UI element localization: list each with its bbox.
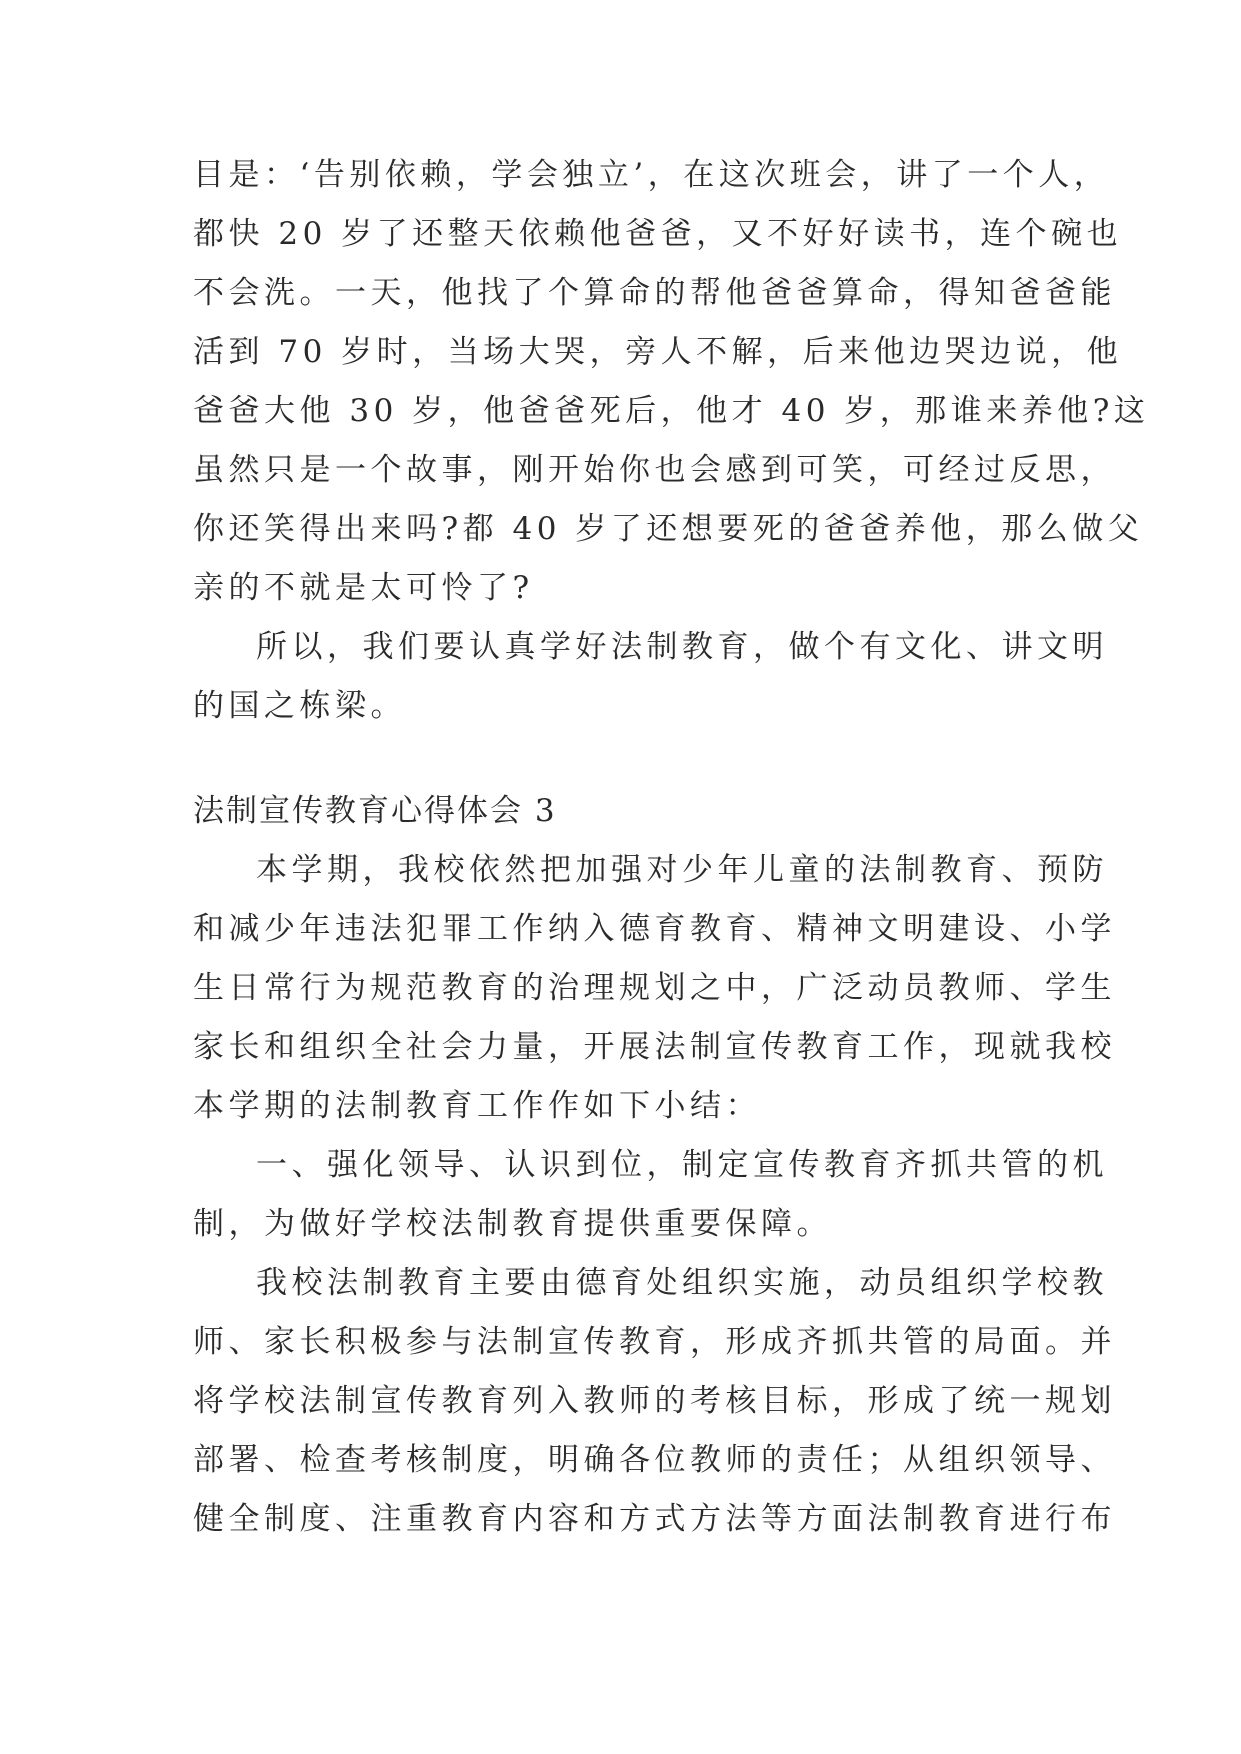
text-line: 制，为做好学校法制教育提供重要保障。 bbox=[193, 1206, 832, 1242]
paragraph-first-line: 本学期，我校依然把加强对少年儿童的法制教育、预防 bbox=[256, 852, 1108, 888]
text-line: 目是：‘告别依赖，学会独立’，在这次班会，讲了一个人， bbox=[193, 157, 1110, 193]
paragraph-first-line: 一、强化领导、认识到位，制定宣传教育齐抓共管的机 bbox=[256, 1147, 1108, 1183]
paragraph-first-line: 我校法制教育主要由德育处组织实施，动员组织学校教 bbox=[256, 1265, 1108, 1301]
text-line: 本学期的法制教育工作作如下小结： bbox=[193, 1088, 761, 1124]
text-line: 爸爸大他 30 岁，他爸爸死后，他才 40 岁，那谁来养他?这 bbox=[193, 393, 1150, 429]
text-line: 和减少年违法犯罪工作纳入德育教育、精神文明建设、小学 bbox=[193, 911, 1116, 947]
text-line: 亲的不就是太可怜了? bbox=[193, 570, 534, 606]
paragraph-first-line: 所以，我们要认真学好法制教育，做个有文化、讲文明 bbox=[256, 629, 1108, 665]
text-line: 活到 70 岁时，当场大哭，旁人不解，后来他边哭边说，他 bbox=[193, 334, 1123, 370]
text-line: 你还笑得出来吗?都 40 岁了还想要死的爸爸养他，那么做父 bbox=[193, 511, 1144, 547]
text-line: 家长和组织全社会力量，开展法制宣传教育工作，现就我校 bbox=[193, 1029, 1116, 1065]
section-heading: 法制宣传教育心得体会 3 bbox=[193, 793, 557, 829]
text-line: 健全制度、注重教育内容和方式方法等方面法制教育进行布 bbox=[193, 1501, 1116, 1537]
text-line: 部署、检查考核制度，明确各位教师的责任；从组织领导、 bbox=[193, 1442, 1116, 1478]
text-line: 将学校法制宣传教育列入教师的考核目标，形成了统一规划 bbox=[193, 1383, 1116, 1419]
text-line: 都快 20 岁了还整天依赖他爸爸，又不好好读书，连个碗也 bbox=[193, 216, 1123, 252]
text-line: 师、家长积极参与法制宣传教育，形成齐抓共管的局面。并 bbox=[193, 1324, 1116, 1360]
text-line: 的国之栋梁。 bbox=[193, 688, 406, 724]
text-line: 不会洗。一天，他找了个算命的帮他爸爸算命，得知爸爸能 bbox=[193, 275, 1116, 311]
text-line: 虽然只是一个故事，刚开始你也会感到可笑，可经过反思， bbox=[193, 452, 1116, 488]
text-line: 生日常行为规范教育的治理规划之中，广泛动员教师、学生 bbox=[193, 970, 1116, 1006]
